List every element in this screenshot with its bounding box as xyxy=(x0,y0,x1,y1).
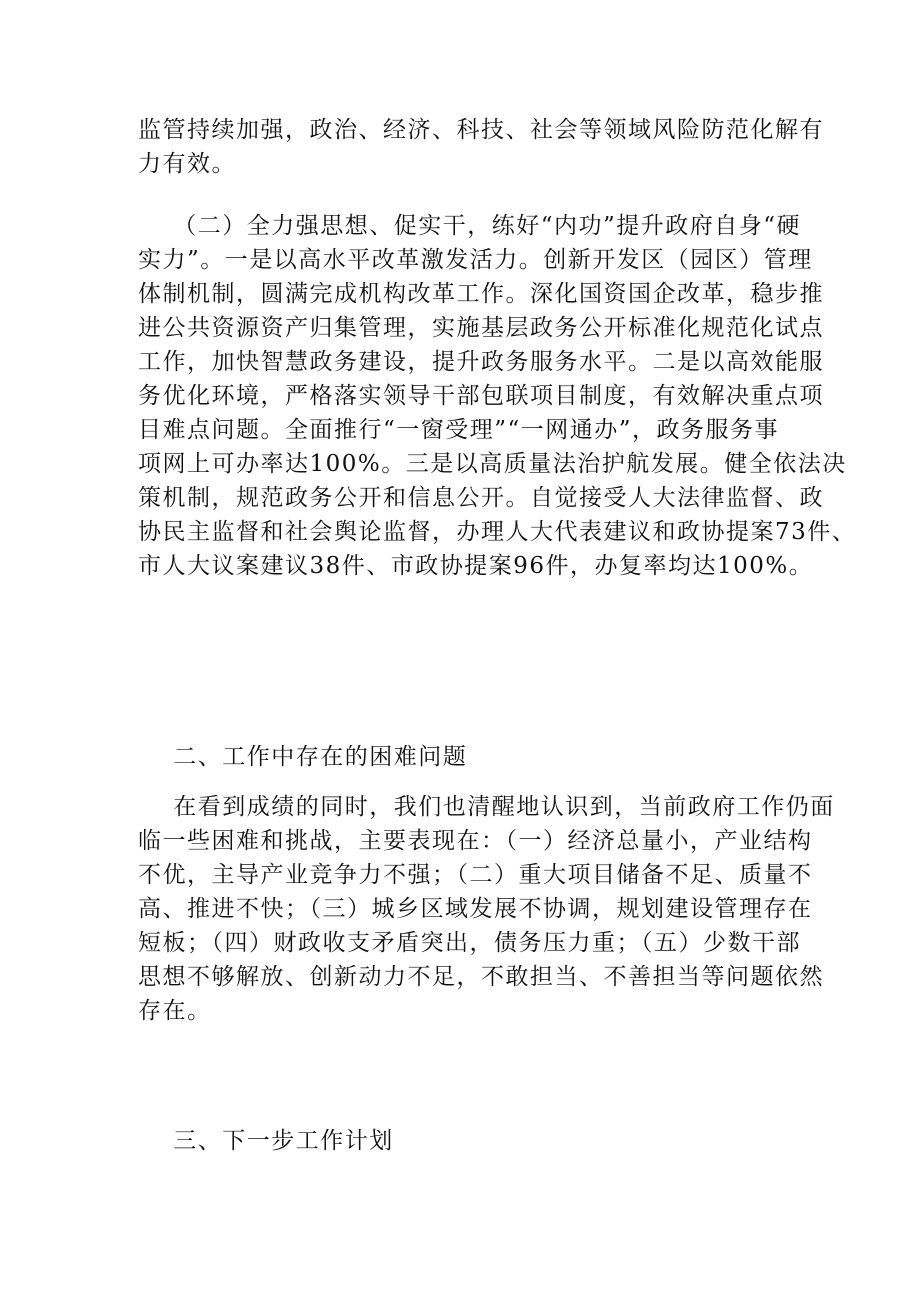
section-heading-problems xyxy=(138,740,788,774)
text-line: 监管持续加强，政治、经济、科技、社会等领域风险防范化解有 xyxy=(138,117,824,143)
text-line: 市人大议案建议38件、市政协提案96件，办复率均达100%。 xyxy=(138,553,814,579)
heading-text: 三、下一步工作计划 xyxy=(138,1128,394,1154)
section-heading-next-steps xyxy=(138,1124,788,1158)
text-line: 短板；（四）财政收支矛盾突出，债务压力重；（五）少数干部 xyxy=(138,930,801,956)
text-line: 力有效。 xyxy=(138,151,236,177)
heading-text: 二、工作中存在的困难问题 xyxy=(138,744,468,770)
text-line: 工作，加快智慧政务建设，提升政务服务水平。二是以高效能服 xyxy=(138,349,824,375)
text-line: 策机制，规范政务公开和信息公开。自觉接受人大法律监督、政 xyxy=(138,485,824,511)
text-line: 体制机制，圆满完成机构改革工作。深化国资国企改革，稳步推 xyxy=(138,281,824,307)
paragraph-risk-prevention xyxy=(138,113,824,181)
text-line: 高、推进不快；（三）城乡区域发展不协调，规划建设管理存在 xyxy=(138,896,813,922)
text-line: 思想不够解放、创新动力不足，不敢担当、不善担当等问题依然 xyxy=(138,964,824,990)
text-line: （二）全力强思想、促实干，练好“内功”提升政府自身“硬 xyxy=(138,213,802,239)
paragraph-government-capacity xyxy=(138,209,857,583)
text-line: 实力”。一是以高水平改革激发活力。创新开发区（园区）管理 xyxy=(138,247,813,273)
text-line: 不优，主导产业竞争力不强；（二）重大项目储备不足、质量不 xyxy=(138,862,813,888)
text-line: 存在。 xyxy=(138,998,212,1024)
text-line: 进公共资源资产归集管理，实施基层政务公开标准化规范化试点 xyxy=(138,315,824,341)
text-line: 临一些困难和挑战，主要表现在：（一）经济总量小，产业结构 xyxy=(138,828,813,854)
paragraph-difficulties xyxy=(138,790,835,1028)
text-line: 在看到成绩的同时，我们也清醒地认识到，当前政府工作仍面 xyxy=(138,794,835,820)
text-line: 目难点问题。全面推行“一窗受理”“一网通办”，政务服务事 xyxy=(138,417,780,443)
text-line: 协民主监督和社会舆论监督，办理人大代表建议和政协提案73件、 xyxy=(138,519,857,545)
text-line: 项网上可办率达100%。三是以高质量法治护航发展。健全依法决 xyxy=(138,451,847,477)
text-line: 务优化环境，严格落实领导干部包联项目制度，有效解决重点项 xyxy=(138,383,824,409)
